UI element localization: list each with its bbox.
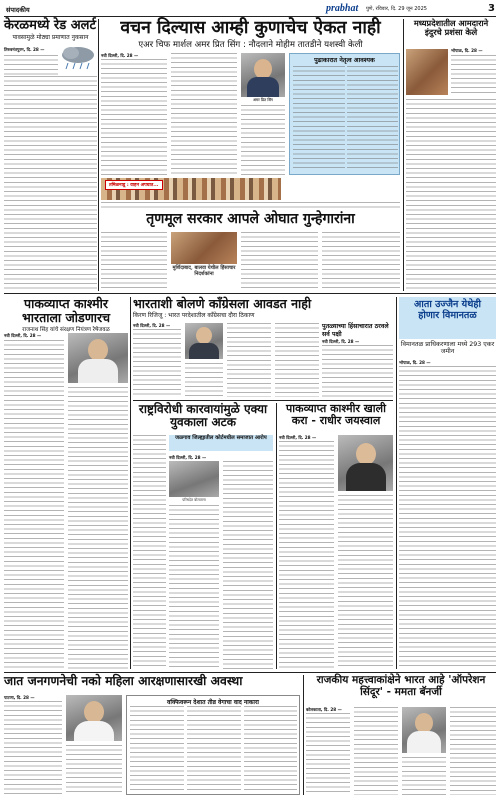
- ujjain-dateline: भोपाळ, दि. 28 —: [399, 360, 431, 365]
- national-photo-caption: परिषदेत बोलताना: [182, 498, 206, 502]
- kashmir-vacate-dateline: नवी दिल्ली, दि. 28 —: [279, 435, 317, 440]
- congress-body-3: [227, 323, 271, 397]
- kerala-body: [4, 55, 58, 75]
- pok-dateline: नवी दिल्ली, दि. 28 —: [4, 333, 42, 338]
- national-dateline: नवी दिल्ली, दि. 28 —: [169, 455, 207, 460]
- section-rule: [133, 400, 393, 401]
- census-body-1: [4, 701, 62, 795]
- census-photo: [66, 695, 122, 741]
- mamata-photo: [402, 707, 446, 753]
- trinamool-caption: मुर्शिदाबाद, बालवा येथील हिंसाचार निदर्शकांना: [172, 265, 236, 277]
- pok-body-1: [4, 340, 64, 669]
- col-divider: [403, 19, 404, 291]
- mla-photo: [406, 49, 448, 95]
- col-divider: [276, 403, 277, 669]
- main-body-col1: [101, 59, 167, 175]
- ujjain-article: [399, 297, 496, 669]
- tilak-article: [322, 323, 393, 397]
- waqf-box: [126, 695, 300, 795]
- kashmir-vacate-headline: पाकव्याप्त काश्मीर खाली करा - राधीर जयस्वाल: [286, 402, 386, 428]
- main-headline: वचन दिल्यास आम्ही कुणाचेच ऐकत नाही: [120, 18, 381, 38]
- issue-date: पुणे, रविवार, दि. 29 जून 2025: [366, 6, 427, 12]
- national-body-2: [169, 505, 219, 669]
- trinamool-photo: [171, 232, 237, 264]
- mamata-article: [306, 675, 496, 795]
- jaiswal-photo: [338, 435, 393, 491]
- census-dateline: पाटणा, दि. 28 —: [4, 695, 35, 700]
- trinamool-article: [101, 212, 400, 291]
- kashmir-vacate-body-1: [279, 441, 334, 669]
- mamata-headline: राजकीय महत्त्वाकांक्षेने भारत आहे 'ऑपरेशन सिंदूर' - ममता बॅनर्जी: [316, 674, 486, 698]
- rajnath-photo: [68, 333, 128, 383]
- kerala-dateline: तिरुवनंतपुरम, दि. 28 —: [4, 47, 45, 52]
- census-body-2: [66, 745, 122, 795]
- ujjain-subhead: विमानतळ प्राधिकरणाला मध्ये 293 एकर जमीन: [400, 341, 495, 355]
- national-body-1: [133, 435, 166, 669]
- accident-strip: [101, 178, 400, 208]
- tilak-body: [322, 345, 393, 397]
- national-subhead: जळगाव जिल्ह्यातील कोर्टमधील समाजात आरोप: [175, 435, 267, 441]
- pok-headline: पाकव्याप्त काश्मीर भारताला जोडणारच: [21, 296, 111, 325]
- kashmir-vacate-body-2: [338, 495, 393, 669]
- mamata-body-3: [402, 757, 446, 795]
- mamata-dateline: कोलकाता, दि. 28 —: [306, 707, 342, 712]
- section-label: संपादकीय: [6, 6, 30, 14]
- national-subhead-box: [169, 435, 273, 451]
- national-body-3: [223, 461, 273, 669]
- congress-body-4: [275, 323, 319, 397]
- side-box-body: [293, 66, 345, 172]
- kerala-subhead: पावसामुळे मोठ्या प्रमाणात नुकसान: [12, 34, 89, 42]
- section-rule: [4, 672, 496, 673]
- pok-body-2: [68, 387, 128, 669]
- mamata-body-1: [306, 713, 350, 795]
- ujjain-headline-box: [399, 297, 496, 339]
- kerala-article: [4, 19, 97, 291]
- kerala-headline: केरळमध्ये रेड अलर्ट: [4, 18, 97, 33]
- main-subhead: एअर चिफ मार्शल अमर प्रित सिंग : नौदलाने मोहीम तातडीने यशस्वी केली: [138, 40, 363, 51]
- main-body-col2: [171, 53, 237, 175]
- air-chief-caption: अमर प्रित सिंग: [253, 98, 273, 102]
- masthead-rule: [4, 16, 496, 17]
- main-body-col3: [241, 105, 285, 175]
- air-chief-photo: [241, 53, 285, 97]
- national-photo: [169, 461, 219, 497]
- right-top-headline: मध्यप्रदेशातील आमदाराने इंदुरचे प्रशंसा केले: [413, 18, 489, 38]
- page-number: 3: [488, 3, 495, 14]
- kerala-body-2: [4, 76, 97, 291]
- col-divider: [303, 675, 304, 795]
- right-top-body-2: [406, 99, 496, 291]
- cloud-rain-icon: [60, 45, 97, 71]
- census-article: [4, 675, 300, 795]
- mamata-body-4: [450, 707, 496, 795]
- masthead: [4, 3, 496, 16]
- waqf-box-title: वक्फिवरून देशात तीव्र वेगाचा वाद नाकारा: [167, 699, 259, 706]
- trinamool-headline: तृणमूल सरकार आपले ओघात गुन्हेगारांना: [146, 211, 355, 227]
- congress-dateline: नवी दिल्ली, दि. 28 —: [133, 323, 171, 328]
- right-top-article: [406, 19, 496, 291]
- trinamool-body-2: [241, 232, 318, 291]
- side-box-body-2: [347, 66, 398, 172]
- main-article: [101, 19, 400, 175]
- congress-subhead: किरण रिजिजू : भारत परदेशातील काँग्रेसचा दौरा ठिकाण: [133, 311, 255, 319]
- pok-subhead: राजनाथ सिंह यांचे संरक्षण नियंत्रण रेषेजवळ: [22, 326, 110, 333]
- rain-illustration: [60, 45, 97, 71]
- col-divider: [396, 297, 397, 669]
- trinamool-body-1: [101, 232, 167, 291]
- strip-caption: [101, 202, 400, 208]
- pok-article: [4, 297, 128, 669]
- tilak-headline: पुतळ्याच्या हिंसाचारात ठरवले सर्व पक्षी: [322, 323, 389, 338]
- waqf-body-2: [187, 706, 241, 792]
- ujjain-headline: आता उज्जैन येथेही होणार विमानतळ: [414, 299, 481, 321]
- right-top-body: [451, 55, 496, 95]
- brand-logo: prabhat: [326, 3, 359, 14]
- trinamool-body-3: [322, 232, 400, 291]
- col-divider: [98, 19, 99, 291]
- section-rule: [4, 293, 496, 294]
- kashmir-vacate-article: [279, 403, 393, 669]
- national-headline: राष्ट्रविरोधी कारवायांमुळे एक्या युवकाला अटक: [138, 402, 268, 430]
- congress-headline: भारताशी बोलणे काँग्रेसला आवडत नाही: [133, 296, 312, 311]
- rijiju-photo: [185, 323, 223, 359]
- census-headline: जात जनगणनेची नको महिला आरक्षणासारखी अवस्था: [4, 674, 243, 688]
- mamata-body-2: [354, 707, 398, 795]
- congress-body-2: [185, 363, 223, 397]
- side-box-title: पुढाकारात नेतृत्व आवश्यक: [314, 57, 375, 64]
- congress-body-1: [133, 329, 181, 397]
- waqf-body-1: [130, 706, 184, 792]
- ujjain-body: [399, 366, 496, 669]
- main-side-box: [289, 53, 400, 175]
- col-divider: [130, 297, 131, 669]
- waqf-body-3: [244, 706, 297, 792]
- national-article: [133, 403, 273, 669]
- strip-label: तमिळनाडू : वाहन अपघात...: [105, 180, 163, 190]
- main-dateline: नवी दिल्ली, दि. 28 —: [101, 53, 139, 58]
- right-top-dateline: भोपाळ, दि. 28 —: [451, 48, 483, 53]
- tilak-dateline: नवी दिल्ली, दि. 28 —: [322, 339, 360, 344]
